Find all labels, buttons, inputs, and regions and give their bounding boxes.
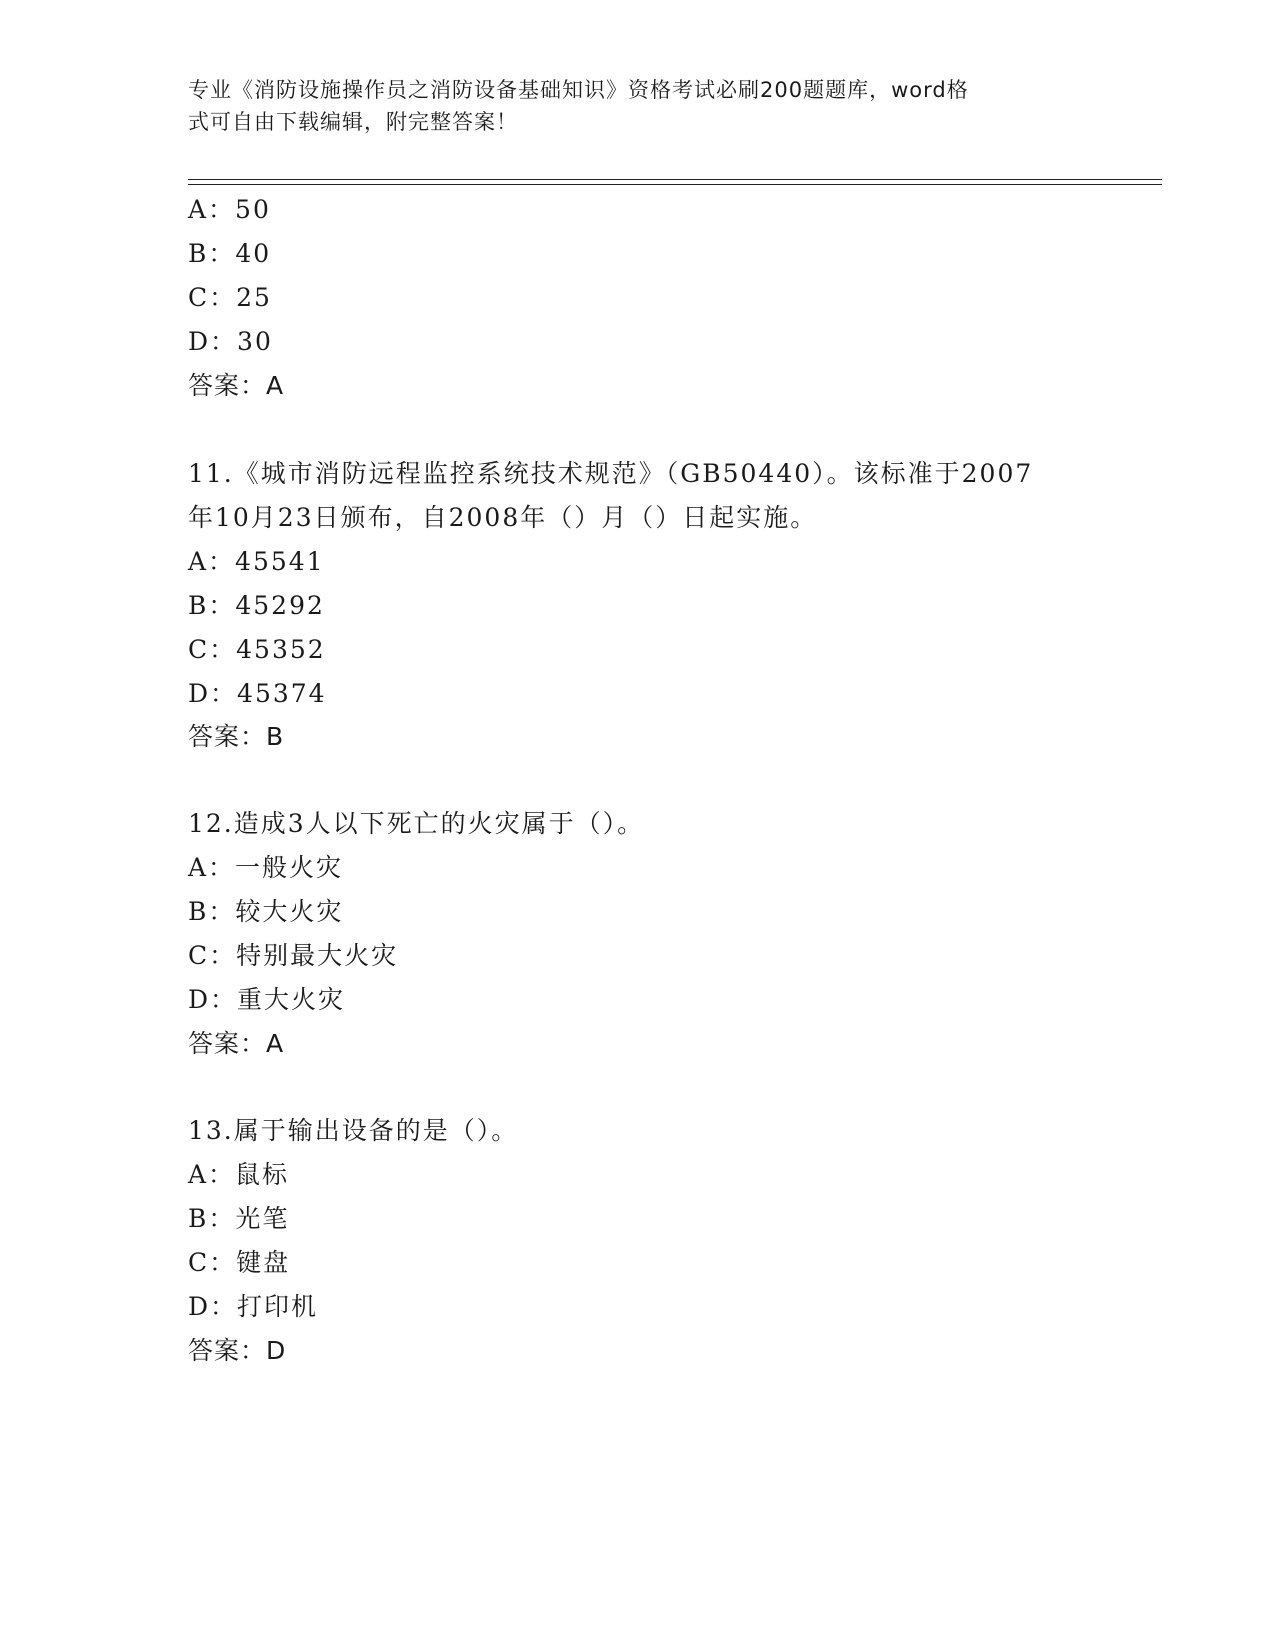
q10-option-d: D：30 xyxy=(188,327,273,356)
header-line-2: 式可自由下载编辑，附完整答案！ xyxy=(188,110,518,134)
header-line-1: 专业《消防设施操作员之消防设备基础知识》资格考试必刷200题题库，word格 xyxy=(188,78,969,102)
q13-option-a: A：鼠标 xyxy=(188,1160,290,1189)
q11-option-d: D：45374 xyxy=(188,679,327,708)
q10-answer: 答案：A xyxy=(188,371,285,400)
q10-option-c: C：25 xyxy=(188,283,272,312)
q12-option-d: D：重大火灾 xyxy=(188,985,346,1014)
q12-option-c: C：特别最大火灾 xyxy=(188,941,399,970)
q10-option-a: A：50 xyxy=(188,195,271,224)
q11-option-a: A：45541 xyxy=(188,547,325,576)
header-divider-top xyxy=(188,179,1162,180)
q10-option-b: B：40 xyxy=(188,239,272,268)
header-divider-bottom xyxy=(188,184,1162,185)
q12-answer: 答案：A xyxy=(188,1029,285,1058)
q11-stem-line-2: 年10月23日颁布，自2008年（）月（）日起实施。 xyxy=(188,503,818,532)
document-header xyxy=(188,74,1068,138)
q12-option-b: B：较大火灾 xyxy=(188,897,344,926)
q13-answer: 答案：D xyxy=(188,1336,287,1365)
q11-option-b: B：45292 xyxy=(188,591,325,620)
q12-option-a: A：一般火灾 xyxy=(188,853,344,882)
q11-answer: 答案：B xyxy=(188,722,285,751)
q13-option-b: B：光笔 xyxy=(188,1204,290,1233)
q13-stem: 13.属于输出设备的是（）。 xyxy=(188,1116,519,1145)
q11-stem-line-1: 11.《城市消防远程监控系统技术规范》（GB50440）。该标准于2007 xyxy=(188,459,1034,488)
q13-option-c: C：键盘 xyxy=(188,1248,291,1277)
q13-option-d: D：打印机 xyxy=(188,1292,319,1321)
q12-stem: 12.造成3人以下死亡的火灾属于（）。 xyxy=(188,809,645,838)
q11-option-c: C：45352 xyxy=(188,635,326,664)
